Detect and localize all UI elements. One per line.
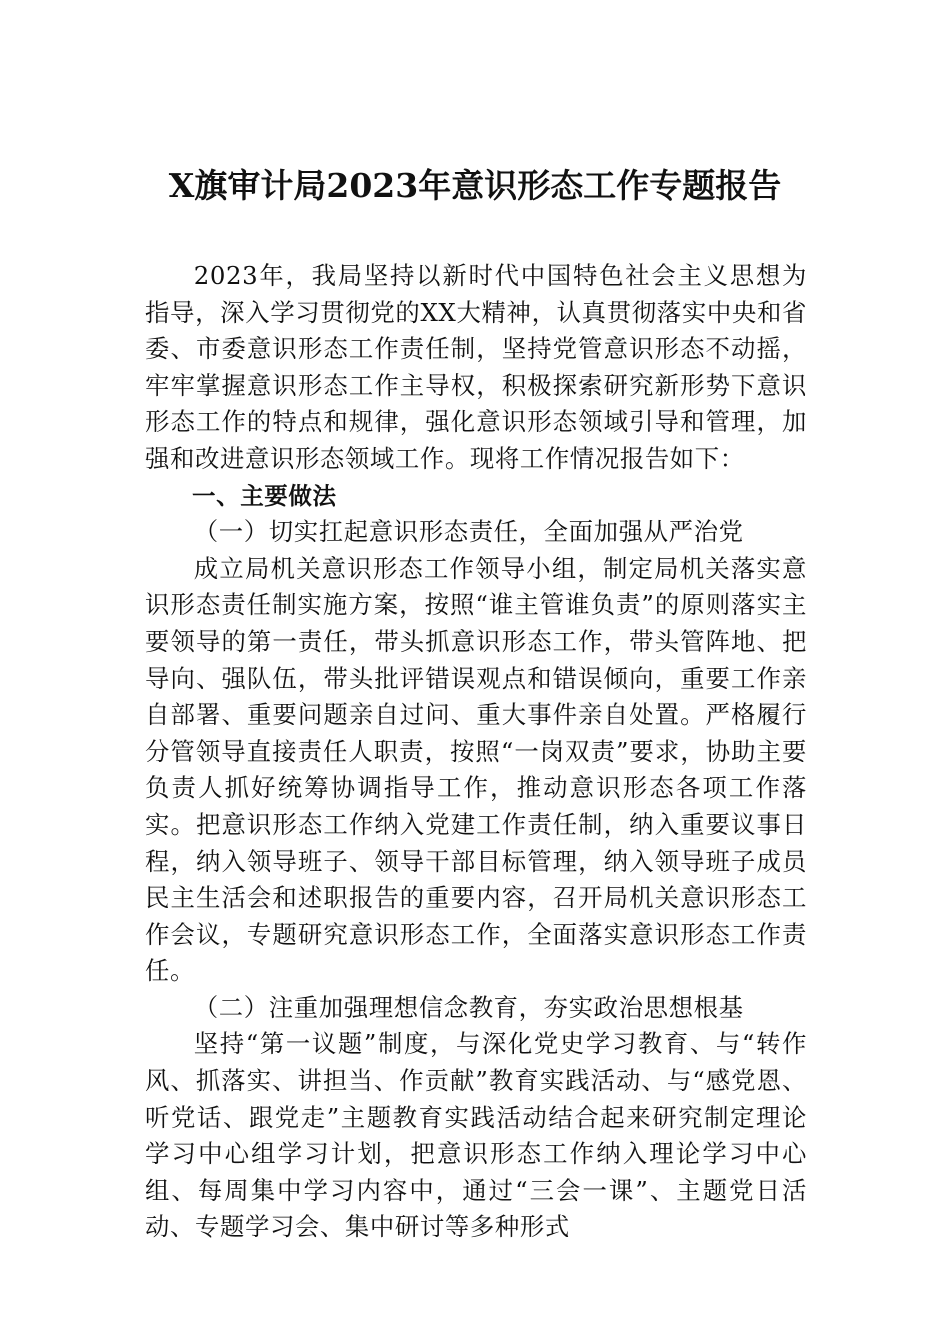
subsection-heading-2: （二）注重加强理想信念教育，夯实政治思想根基 [193,992,744,1022]
subsection-1-paragraph: 成立局机关意识形态工作领导小组，制定局机关落实意识形态责任制实施方案，按照“谁主管谁负责”的原则落实主要领导的第一责任，带头抓意识形态工作，带头管阵地、把导向、强队伍，带头批评错误观点和错误倾向，重要工作亲自部署、重要问题亲自过问、重大事件亲自处置。严格履行分管领导直接责任人职责，按照“一岗双责”要求，协助主要负责人抓好统筹协调指导工作，推动意识形态各项工作落实。把意识形态工作纳入党建工作责任制，纳入重要议事日程，纳入领导班子、领导干部目标管理，纳入领导班子成员民主生活会和述职报告的重要内容，召开局机关意识形态工作会议，专题研究意识形态工作，全面落实意识形态工作责任。 [145,553,807,986]
section-heading-main-practices: 一、主要做法 [192,481,337,510]
subsection-2-paragraph: 坚持“第一议题”制度，与深化党史学习教育、与“转作风、抓落实、讲担当、作贡献”教育实践活动、与“感党恩、听党话、跟党走”主题教育实践活动结合起来研究制定理论学习中心组学习计划，把意识形态工作纳入理论学习中心组、每周集中学习内容中，通过“三会一课”、主题党日活动、专题学习会、集中研讨等多种形式 [145,1029,807,1242]
document-title: X旗审计局2023年意识形态工作专题报告 [168,166,782,205]
subsection-heading-1: （一）切实扛起意识形态责任，全面加强从严治党 [193,517,744,547]
document-body [145,258,807,1246]
intro-paragraph: 2023年，我局坚持以新时代中国特色社会主义思想为指导，深入学习贯彻党的XX大精神，认真贯彻落实中央和省委、市委意识形态工作责任制，坚持党管意识形态不动摇，牢牢掌握意识形态工作主导权，积极探索研究新形势下意识形态工作的特点和规律，强化意识形态领域引导和管理，加强和改进意识形态领域工作。现将工作情况报告如下： [145,261,807,473]
